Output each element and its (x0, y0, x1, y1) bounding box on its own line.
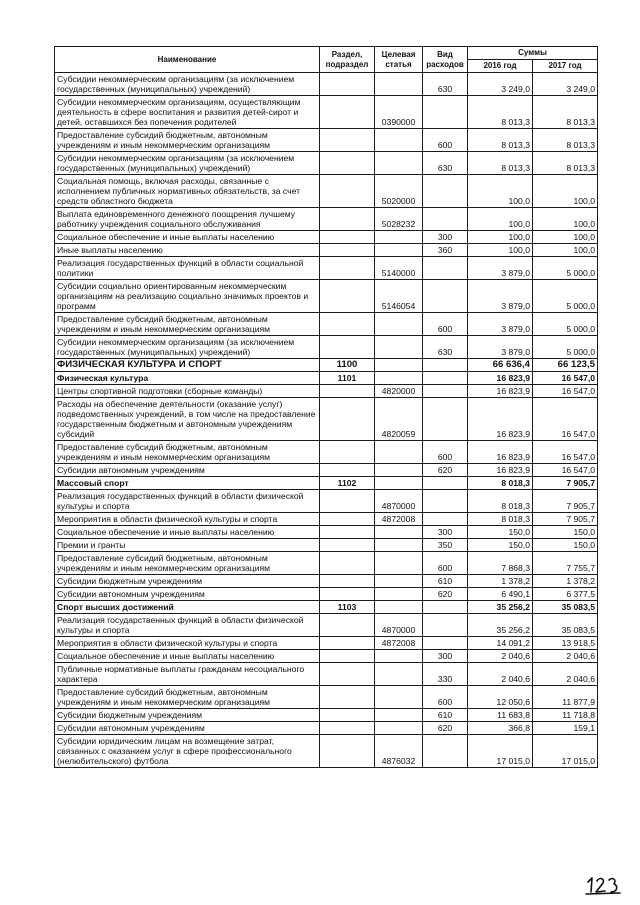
cell-type (423, 477, 468, 490)
cell-type: 630 (423, 336, 468, 359)
cell-2017: 17 015,0 (533, 735, 598, 768)
table-body (55, 73, 598, 768)
column-header-name: Наименование (55, 47, 320, 73)
cell-name: Субсидии бюджетным учреждениям (55, 709, 320, 722)
cell-2016: 66 636,4 (468, 359, 533, 372)
cell-2017: 100,0 (533, 208, 598, 231)
cell-name: Субсидии автономным учреждениям (55, 464, 320, 477)
cell-section (320, 663, 375, 686)
column-header-2017: 2017 год (533, 60, 598, 73)
table-row (55, 280, 598, 313)
cell-2016: 3 879,0 (468, 336, 533, 359)
cell-2017: 16 547,0 (533, 398, 598, 441)
cell-2017: 3 249,0 (533, 73, 598, 96)
cell-section (320, 637, 375, 650)
cell-section (320, 735, 375, 768)
column-header-sums: Суммы (468, 47, 598, 60)
cell-2016: 3 879,0 (468, 313, 533, 336)
cell-2017: 2 040,6 (533, 650, 598, 663)
table-row (55, 96, 598, 129)
cell-section (320, 385, 375, 398)
cell-target (375, 601, 423, 614)
cell-target (375, 477, 423, 490)
cell-name: Публичные нормативные выплаты гражданам несоциального характера (55, 663, 320, 686)
cell-target: 4870000 (375, 490, 423, 513)
cell-2017: 7 905,7 (533, 513, 598, 526)
column-header-2016: 2016 год (468, 60, 533, 73)
cell-name: Предоставление субсидий бюджетным, автономным учреждениям и иным некоммерческим организациям (55, 552, 320, 575)
cell-name: Массовый спорт (55, 477, 320, 490)
cell-name: Расходы на обеспечение деятельности (оказание услуг) подведомственных учреждений, в том числе на предоставление государственным бюджетным и автономным учреждениям субсидий (55, 398, 320, 441)
cell-name: Предоставление субсидий бюджетным, автономным учреждениям и иным некоммерческим организациям (55, 686, 320, 709)
cell-name: Мероприятия в области физической культуры и спорта (55, 513, 320, 526)
cell-type (423, 398, 468, 441)
cell-name: Субсидии автономным учреждениям (55, 588, 320, 601)
cell-section (320, 650, 375, 663)
table-row (55, 73, 598, 96)
cell-2017: 100,0 (533, 244, 598, 257)
budget-table (54, 46, 598, 768)
table-row (55, 588, 598, 601)
cell-name: Субсидии автономным учреждениям (55, 722, 320, 735)
cell-2017: 150,0 (533, 526, 598, 539)
cell-2017: 2 040,6 (533, 663, 598, 686)
cell-2016: 100,0 (468, 175, 533, 208)
cell-name: Спорт высших достижений (55, 601, 320, 614)
cell-target (375, 588, 423, 601)
cell-type (423, 175, 468, 208)
cell-target: 5020000 (375, 175, 423, 208)
cell-type (423, 359, 468, 372)
table-row (55, 539, 598, 552)
cell-2016: 150,0 (468, 526, 533, 539)
cell-2016: 17 015,0 (468, 735, 533, 768)
cell-2017: 159,1 (533, 722, 598, 735)
cell-2016: 8 013,3 (468, 152, 533, 175)
cell-type: 630 (423, 152, 468, 175)
table-row (55, 398, 598, 441)
table-row (55, 129, 598, 152)
table-header (55, 47, 598, 73)
cell-2017: 150,0 (533, 539, 598, 552)
page-number (584, 874, 624, 896)
cell-type: 600 (423, 686, 468, 709)
cell-2017: 7 905,7 (533, 490, 598, 513)
cell-target (375, 441, 423, 464)
cell-2017: 16 547,0 (533, 441, 598, 464)
cell-section (320, 709, 375, 722)
cell-2017: 16 547,0 (533, 464, 598, 477)
cell-name: Реализация государственных функций в области физической культуры и спорта (55, 490, 320, 513)
cell-2017: 7 905,7 (533, 477, 598, 490)
cell-2017: 7 755,7 (533, 552, 598, 575)
cell-section (320, 313, 375, 336)
cell-section (320, 96, 375, 129)
cell-name: Мероприятия в области физической культуры и спорта (55, 637, 320, 650)
cell-type (423, 637, 468, 650)
table-row (55, 313, 598, 336)
cell-target (375, 552, 423, 575)
cell-target: 5028232 (375, 208, 423, 231)
cell-2016: 3 879,0 (468, 280, 533, 313)
cell-2017: 5 000,0 (533, 313, 598, 336)
cell-type (423, 96, 468, 129)
cell-section (320, 513, 375, 526)
cell-2017: 6 377,5 (533, 588, 598, 601)
cell-name: Субсидии некоммерческим организациям (за исключением государственных (муниципальных) учреждений) (55, 152, 320, 175)
cell-type: 360 (423, 244, 468, 257)
cell-name: Предоставление субсидий бюджетным, автономным учреждениям и иным некоммерческим организациям (55, 313, 320, 336)
cell-type: 600 (423, 552, 468, 575)
cell-target (375, 73, 423, 96)
cell-2016: 16 823,9 (468, 441, 533, 464)
cell-2017: 16 547,0 (533, 372, 598, 385)
table-row (55, 663, 598, 686)
cell-type (423, 385, 468, 398)
cell-section (320, 552, 375, 575)
table-row (55, 441, 598, 464)
cell-section (320, 152, 375, 175)
cell-target (375, 575, 423, 588)
table-row (55, 385, 598, 398)
cell-target (375, 231, 423, 244)
cell-type: 630 (423, 73, 468, 96)
cell-type: 600 (423, 313, 468, 336)
cell-section (320, 73, 375, 96)
cell-2016: 16 823,9 (468, 385, 533, 398)
cell-section (320, 175, 375, 208)
cell-2016: 150,0 (468, 539, 533, 552)
column-header-section: Раздел, подраздел (320, 47, 375, 73)
cell-type: 300 (423, 650, 468, 663)
cell-target (375, 372, 423, 385)
cell-type: 610 (423, 709, 468, 722)
table-row (55, 231, 598, 244)
table-row (55, 637, 598, 650)
cell-target (375, 709, 423, 722)
column-header-target: Целевая статья (375, 47, 423, 73)
cell-section (320, 722, 375, 735)
cell-2017: 8 013,3 (533, 96, 598, 129)
cell-type (423, 614, 468, 637)
cell-name: Выплата единовременного денежного поощрения лучшему работнику учреждения социального обслуживания (55, 208, 320, 231)
cell-target (375, 663, 423, 686)
cell-target: 4820059 (375, 398, 423, 441)
cell-section: 1101 (320, 372, 375, 385)
cell-2016: 2 040,6 (468, 650, 533, 663)
cell-name: Предоставление субсидий бюджетным, автономным учреждениям и иным некоммерческим организациям (55, 441, 320, 464)
cell-type: 600 (423, 441, 468, 464)
cell-name: Центры спортивной подготовки (сборные команды) (55, 385, 320, 398)
table-row (55, 601, 598, 614)
cell-section (320, 280, 375, 313)
cell-section (320, 244, 375, 257)
cell-target: 0390000 (375, 96, 423, 129)
cell-section (320, 686, 375, 709)
cell-2016: 100,0 (468, 244, 533, 257)
cell-type: 600 (423, 129, 468, 152)
table-row (55, 477, 598, 490)
cell-section: 1100 (320, 359, 375, 372)
cell-2016: 3 249,0 (468, 73, 533, 96)
cell-name: Социальная помощь, включая расходы, связанные с исполнением публичных нормативных обязательств, за счет средств областного бюджета (55, 175, 320, 208)
cell-section (320, 398, 375, 441)
cell-target: 4876032 (375, 735, 423, 768)
table-row (55, 372, 598, 385)
cell-name: ФИЗИЧЕСКАЯ КУЛЬТУРА И СПОРТ (55, 359, 320, 372)
table-row (55, 490, 598, 513)
cell-type (423, 257, 468, 280)
cell-2016: 8 018,3 (468, 490, 533, 513)
cell-2017: 100,0 (533, 231, 598, 244)
cell-2016: 16 823,9 (468, 398, 533, 441)
cell-type: 350 (423, 539, 468, 552)
cell-2017: 66 123,5 (533, 359, 598, 372)
table-row (55, 359, 598, 372)
table-row (55, 336, 598, 359)
cell-2017: 11 877,9 (533, 686, 598, 709)
cell-section (320, 129, 375, 152)
cell-2016: 16 823,9 (468, 464, 533, 477)
cell-2016: 16 823,9 (468, 372, 533, 385)
cell-target (375, 359, 423, 372)
cell-name: Социальное обеспечение и иные выплаты населению (55, 650, 320, 663)
column-header-type: Вид расходов (423, 47, 468, 73)
cell-type: 620 (423, 722, 468, 735)
cell-section: 1102 (320, 477, 375, 490)
cell-type (423, 490, 468, 513)
table-row (55, 552, 598, 575)
cell-target (375, 336, 423, 359)
table-row (55, 709, 598, 722)
table-row (55, 526, 598, 539)
cell-section (320, 588, 375, 601)
cell-2016: 8 018,3 (468, 477, 533, 490)
table-row (55, 208, 598, 231)
cell-2017: 5 000,0 (533, 336, 598, 359)
cell-section (320, 490, 375, 513)
cell-target (375, 650, 423, 663)
cell-2016: 7 868,3 (468, 552, 533, 575)
table-row (55, 244, 598, 257)
cell-name: Иные выплаты населению (55, 244, 320, 257)
cell-name: Реализация государственных функций в области физической культуры и спорта (55, 614, 320, 637)
cell-2016: 8 013,3 (468, 96, 533, 129)
cell-2017: 8 013,3 (533, 152, 598, 175)
cell-name: Субсидии бюджетным учреждениям (55, 575, 320, 588)
cell-type (423, 208, 468, 231)
cell-name: Субсидии юридическим лицам на возмещение затрат, связанных с оказанием услуг в сфере профессионального (нелюбительского) футбола (55, 735, 320, 768)
cell-type: 330 (423, 663, 468, 686)
cell-2017: 35 083,5 (533, 601, 598, 614)
cell-2017: 100,0 (533, 175, 598, 208)
cell-type: 610 (423, 575, 468, 588)
cell-2016: 6 490,1 (468, 588, 533, 601)
table-row (55, 614, 598, 637)
cell-target: 5140000 (375, 257, 423, 280)
cell-section (320, 575, 375, 588)
cell-2017: 8 013,3 (533, 129, 598, 152)
table-row (55, 464, 598, 477)
cell-section: 1103 (320, 601, 375, 614)
cell-2016: 14 091,2 (468, 637, 533, 650)
cell-2016: 3 879,0 (468, 257, 533, 280)
cell-section (320, 539, 375, 552)
cell-2017: 13 918,5 (533, 637, 598, 650)
cell-type (423, 513, 468, 526)
table-row (55, 722, 598, 735)
cell-type: 300 (423, 526, 468, 539)
cell-2016: 2 040,6 (468, 663, 533, 686)
cell-section (320, 257, 375, 280)
cell-type (423, 372, 468, 385)
cell-name: Физическая культура (55, 372, 320, 385)
cell-section (320, 526, 375, 539)
cell-section (320, 336, 375, 359)
cell-target (375, 526, 423, 539)
cell-type (423, 280, 468, 313)
cell-2017: 16 547,0 (533, 385, 598, 398)
cell-name: Премии и гранты (55, 539, 320, 552)
cell-target (375, 129, 423, 152)
cell-target: 4870000 (375, 614, 423, 637)
cell-type: 620 (423, 464, 468, 477)
cell-section (320, 208, 375, 231)
cell-2016: 35 256,2 (468, 601, 533, 614)
table-row (55, 735, 598, 768)
cell-target (375, 152, 423, 175)
cell-target (375, 539, 423, 552)
cell-2017: 5 000,0 (533, 280, 598, 313)
cell-target (375, 313, 423, 336)
cell-2017: 1 378,2 (533, 575, 598, 588)
cell-2016: 366,8 (468, 722, 533, 735)
cell-target (375, 244, 423, 257)
cell-2016: 8 013,3 (468, 129, 533, 152)
cell-name: Социальное обеспечение и иные выплаты населению (55, 526, 320, 539)
cell-2016: 1 378,2 (468, 575, 533, 588)
table-row (55, 152, 598, 175)
cell-2016: 35 256,2 (468, 614, 533, 637)
cell-target (375, 464, 423, 477)
table-row (55, 175, 598, 208)
cell-2017: 35 083,5 (533, 614, 598, 637)
cell-target: 5146054 (375, 280, 423, 313)
cell-target (375, 686, 423, 709)
cell-target: 4872008 (375, 513, 423, 526)
cell-name: Субсидии некоммерческим организациям (за исключением государственных (муниципальных) учреждений) (55, 336, 320, 359)
cell-type: 300 (423, 231, 468, 244)
table-row (55, 686, 598, 709)
cell-2016: 11 683,8 (468, 709, 533, 722)
cell-type (423, 601, 468, 614)
cell-name: Предоставление субсидий бюджетным, автономным учреждениям и иным некоммерческим организациям (55, 129, 320, 152)
cell-section (320, 614, 375, 637)
cell-name: Субсидии некоммерческим организациям (за исключением государственных (муниципальных) учреждений) (55, 73, 320, 96)
cell-target: 4872008 (375, 637, 423, 650)
cell-name: Реализация государственных функций в области социальной политики (55, 257, 320, 280)
table-row (55, 650, 598, 663)
cell-2017: 11 718,8 (533, 709, 598, 722)
cell-name: Субсидии социально ориентированным некоммерческим организациям на реализацию социально значимых проектов и программ (55, 280, 320, 313)
cell-name: Социальное обеспечение и иные выплаты населению (55, 231, 320, 244)
table-row (55, 257, 598, 280)
table-row (55, 513, 598, 526)
cell-target: 4820000 (375, 385, 423, 398)
cell-type: 620 (423, 588, 468, 601)
table-row (55, 575, 598, 588)
cell-section (320, 231, 375, 244)
cell-2016: 100,0 (468, 208, 533, 231)
cell-2016: 100,0 (468, 231, 533, 244)
cell-section (320, 441, 375, 464)
cell-name: Субсидии некоммерческим организациям, осуществляющим деятельность в сфере воспитания и развития детей-сирот и детей, оставшихся без попечения родителей (55, 96, 320, 129)
cell-target (375, 722, 423, 735)
cell-2017: 5 000,0 (533, 257, 598, 280)
cell-2016: 12 050,6 (468, 686, 533, 709)
cell-section (320, 464, 375, 477)
cell-type (423, 735, 468, 768)
cell-2016: 8 018,3 (468, 513, 533, 526)
